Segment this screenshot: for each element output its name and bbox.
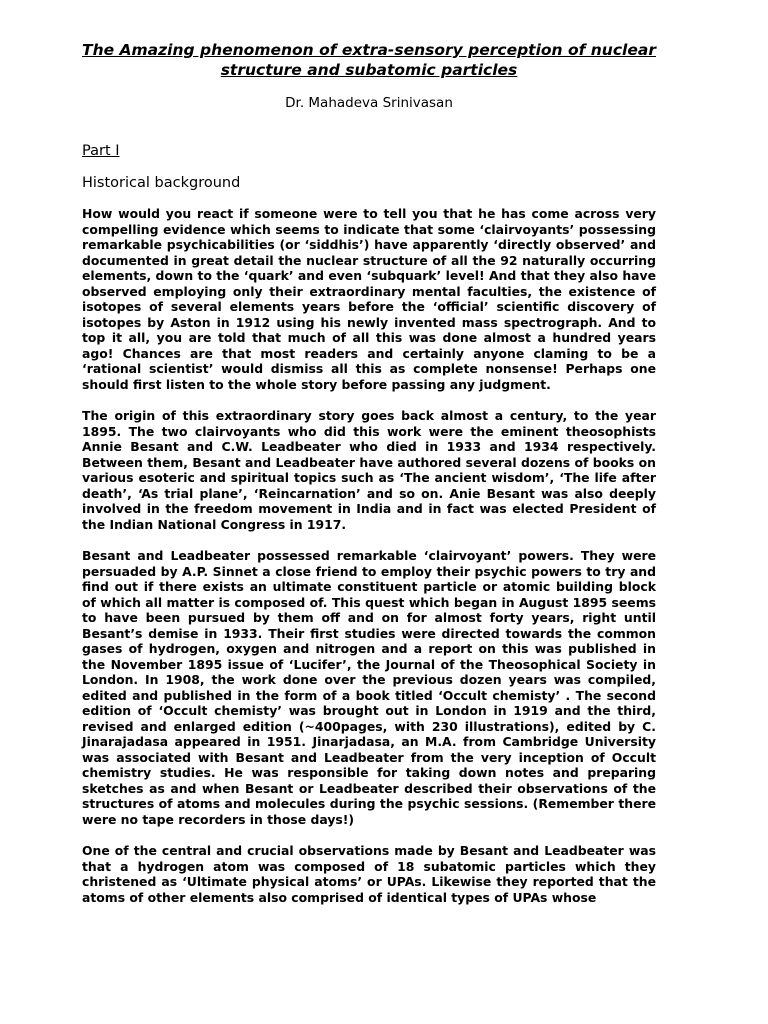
document-page [82, 40, 656, 905]
paragraph: Besant and Leadbeater possessed remarkable ‘clairvoyant’ powers. They were persuaded by A.P. Sinnet a close friend to employ their psychic powers to try and find out if there exists an ultimate constituent particle or atomic building block of which all matter is composed of. This quest which began in August 1895 seems to have been pursued by them off and on for almost forty years, right until Besant’s demise in 1933. Their first studies were directed towards the common gases of hydrogen, oxygen and nitrogen and a report on this was published in the November 1895 issue of ‘Lucifer’, the Journal of the Theosophical Society in London. In 1908, the work done over the previous dozen years was compiled, edited and published in the form of a book titled ‘Occult chemisty’ . The second edition of ‘Occult chemisty’ was brought out in London in 1919 and the third, revised and enlarged edition (~400pages, with 230 illustrations), edited by C. Jinarajadasa appeared in 1951. Jinarjadasa, an M.A. from Cambridge University was associated with Besant and Leadbeater from the very inception of Occult chemistry studies. He was responsible for taking down notes and preparing sketches as and when Besant or Leadbeater described their observations of the structures of atoms and molecules during the psychic sessions. (Remember there were no tape recorders in those days!) [82, 548, 656, 827]
paragraph: The origin of this extraordinary story goes back almost a century, to the year 1895. The two clairvoyants who did this work were the eminent theosophists Annie Besant and C.W. Leadbeater who died in 1933 and 1934 respectively. Between them, Besant and Leadbeater have authored several dozens of books on various esoteric and spiritual topics such as ‘The ancient wisdom’, ‘The life after death’, ‘As trial plane’, ‘Reincarnation’ and so on. Anie Besant was also deeply involved in the freedom movement in India and in fact was elected President of the Indian National Congress in 1917. [82, 408, 656, 532]
author-name: Dr. Mahadeva Srinivasan [285, 95, 453, 111]
section-heading: Historical background [82, 175, 241, 191]
document-title: The Amazing phenomenon of extra-sensory perception of nuclear structure and subatomic particles [82, 41, 656, 79]
part-heading: Part I [82, 143, 120, 159]
paragraph: How would you react if someone were to tell you that he has come across very compelling evidence which seems to indicate that some ‘clairvoyants’ possessing remarkable psychicabilities (or ‘siddhis’) have apparently ‘directly observed’ and documented in great detail the nuclear structure of all the 92 naturally occurring elements, down to the ‘quark’ and even ‘subquark’ level! And that they also have observed employing only their extraordinary mental faculties, the existence of isotopes of several elements years before the ‘official’ scientific discovery of isotopes by Aston in 1912 using his newly invented mass spectrograph. And to top it all, you are told that much of all this was done almost a hundred years ago! Chances are that most readers and certainly anyone claming to be a ‘rational scientist’ would dismiss all this as complete nonsense! Perhaps one should first listen to the whole story before passing any judgment. [82, 206, 656, 392]
paragraph: One of the central and crucial observations made by Besant and Leadbeater was that a hydrogen atom was composed of 18 subatomic particles which they christened as ‘Ultimate physical atoms’ or UPAs. Likewise they reported that the atoms of other elements also comprised of identical types of UPAs whose [82, 843, 656, 905]
